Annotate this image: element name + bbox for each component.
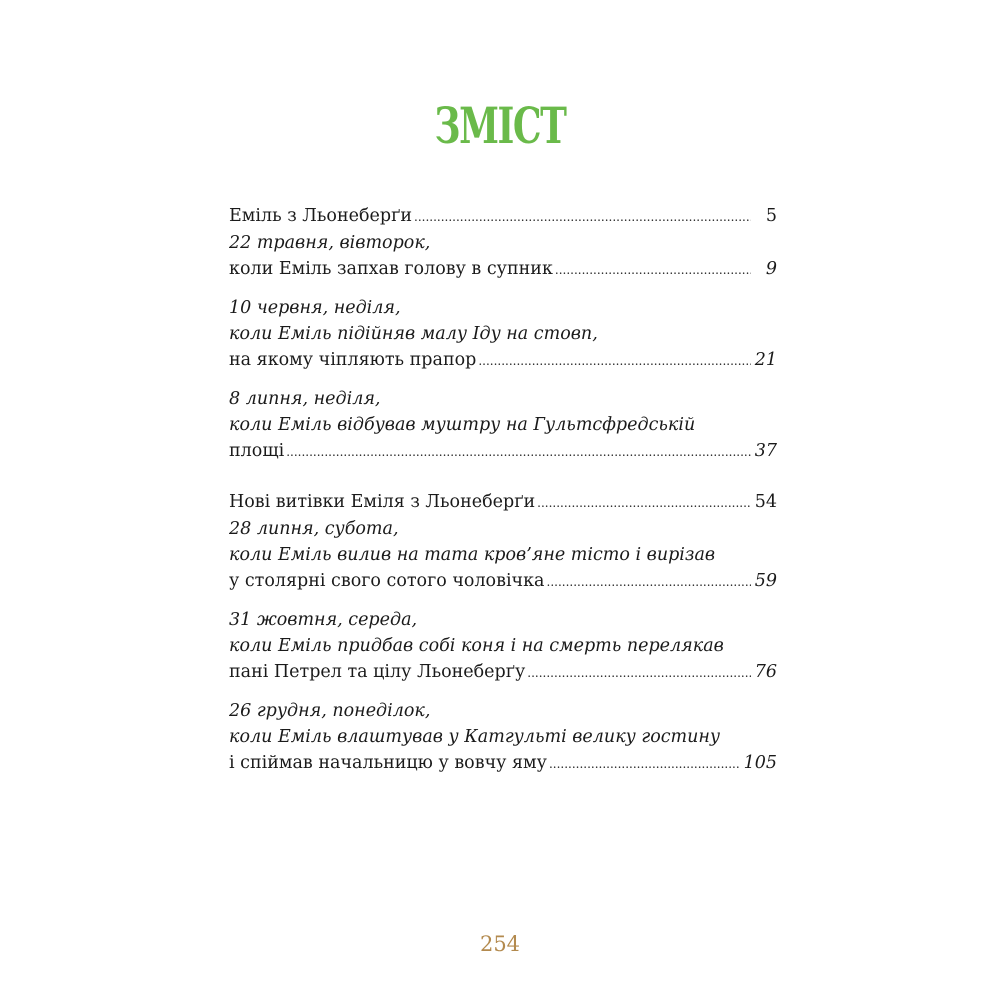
toc-chapter-line: 10 червня, неділя, (229, 298, 401, 318)
dot-leader (286, 439, 751, 465)
toc-chapter-line: 8 липня, неділя, (229, 389, 381, 409)
dot-leader (478, 348, 750, 374)
toc-page-number: 54 (754, 492, 777, 512)
toc-chapter-line: 26 грудня, понеділок, (229, 701, 431, 721)
toc-chapter-line: коли Еміль влаштував у Катгульті велику гостину (229, 727, 721, 747)
toc-chapter[interactable] (229, 607, 777, 686)
toc-chapter-line: 31 жовтня, середа, (229, 610, 418, 630)
toc-chapter-line: 28 липня, субота, (229, 519, 399, 539)
toc-part-title: Нові витівки Еміля з Льонеберґи (229, 492, 536, 512)
toc-page-number: 9 (765, 259, 777, 279)
toc-chapter-line: площі (229, 441, 285, 461)
toc-part-title: Еміль з Льонеберґи (229, 206, 412, 226)
toc-chapter[interactable] (229, 230, 777, 283)
toc-page-number: 59 (754, 571, 777, 591)
page-title: ЗМІСТ (434, 96, 566, 155)
toc-chapter-line: у столярні свого сотого чоловічка (229, 571, 545, 591)
toc-page-number: 105 (743, 753, 777, 773)
toc-chapter-line: на якому чіпляють прапор (229, 350, 477, 370)
dot-leader (527, 660, 750, 686)
page-number: 254 (479, 932, 521, 956)
toc-chapter-line: і спіймав начальницю у вовчу яму (229, 753, 547, 773)
toc-chapter[interactable] (229, 386, 777, 465)
dot-leader (549, 751, 740, 777)
toc-page-number: 5 (765, 206, 777, 226)
toc-chapter-line: коли Еміль вилив на тата кров’яне тісто і вирізав (229, 545, 716, 565)
toc-chapter-line: коли Еміль запхав голову в супник (229, 259, 553, 279)
toc-page-number: 21 (754, 350, 777, 370)
table-of-contents (229, 203, 777, 777)
toc-page-number: 76 (754, 662, 777, 682)
toc-chapter[interactable] (229, 516, 777, 595)
toc-chapter-line: коли Еміль відбував муштру на Гультсфредській (229, 415, 696, 435)
toc-chapter-line: 22 травня, вівторок, (229, 233, 431, 253)
toc-chapter-line: коли Еміль підійняв малу Іду на стовп, (229, 324, 598, 344)
toc-chapter-line: коли Еміль придбав собі коня і на смерть перелякав (229, 636, 724, 656)
toc-page-number: 37 (754, 441, 777, 461)
toc-chapter[interactable] (229, 698, 777, 777)
dot-leader (555, 257, 751, 283)
toc-chapter-line: пані Петрел та цілу Льонеберґу (229, 662, 526, 682)
dot-leader (547, 569, 751, 595)
toc-part-2[interactable] (229, 489, 777, 516)
toc-chapter[interactable] (229, 295, 777, 374)
dot-leader (414, 204, 751, 230)
dot-leader (537, 490, 751, 516)
toc-part-1[interactable] (229, 203, 777, 230)
